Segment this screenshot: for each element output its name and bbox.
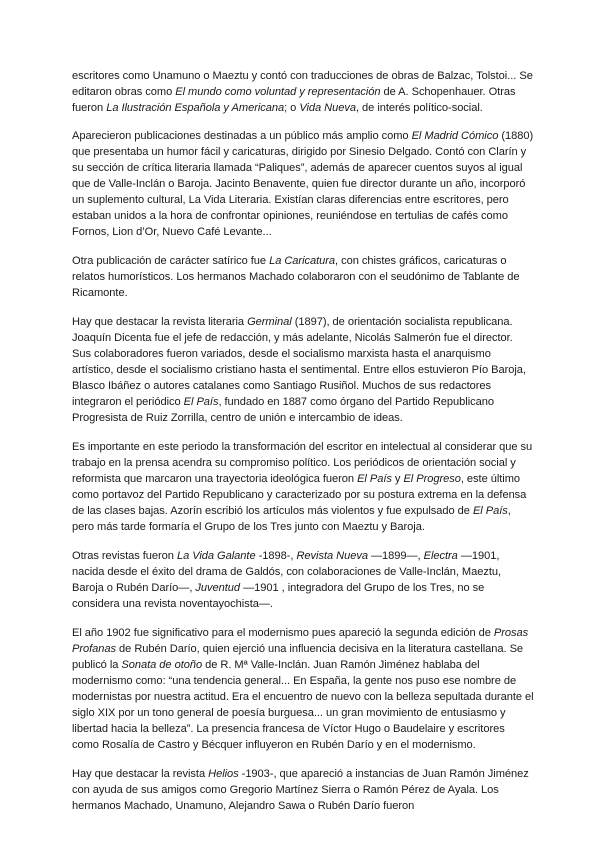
text-run: (1880) que presentaba un humor fácil y caricaturas, dirigido por Sinesio Delgado. Contó con Clarín y su sección de crítica literaria llamada “Paliques”, además de aparecer cuentos suyos al igual que de Valle-Inclán o Baroja. Jacinto Benavente, quien fue director durante un año, incorporó un suplemento cultural, La Vida Literaria. Existían claras diferencias entre escritores, pero estaban unidos a la hora de confrontar opiniones, reuniéndose en tertulias de cafés como Fornos, Lion d’Or, Nuevo Café Levante... [72,130,534,238]
italic-title-run: El Madrid Cómico [411,130,499,142]
paragraph-3 [72,253,534,301]
text-run: -1898-, [255,550,297,562]
italic-title-run: Prosas Profanas [72,627,529,655]
italic-title-run: Revista Nueva [296,550,368,562]
text-run: (1897), de orientación socialista republicana. Joaquín Dicenta fue el jefe de redacción, y más adelante, Nicolás Salmerón fue el director. Sus colaboradores fueron variados, desde el socialismo marxista hasta el anarquismo artístico, desde el socialismo cristiano hasta el sentimental. Entre ellos estuvieron Pío Baroja, Blasco Ibáñez o autores catalanes como Santiago Rusiñol. Muchos de sus redactores integraron el periódico [72,316,526,408]
italic-title-run: El Progreso [403,473,461,485]
text-run: de A. Schopenhauer. Otras fueron [72,86,516,114]
paragraph-2 [72,128,534,240]
italic-title-run: El País [183,396,219,408]
text-run: escritores como Unamuno o Maeztu y contó con traducciones de obras de Balzac, Tolstoi... Se editaron obras como [72,70,533,98]
text-run: —1901, nacida desde el éxito del drama de Galdós, con colaboraciones de Valle-Inclán, Maeztu, Baroja o Rubén Darío—, [72,550,502,594]
italic-title-run: Juventud [195,582,241,594]
italic-title-run: Vida Nueva [299,102,356,114]
text-run: Otras revistas fueron [72,550,177,562]
italic-title-run: Helios [208,768,239,780]
italic-title-run: El País [472,505,508,517]
text-run: , este último como portavoz del Partido Republicano y caracterizado por su postura extrema en la defensa de las clases bajas. Azorín escribió los artículos más violentos y fue expulsado de [72,473,527,517]
paragraph-8 [72,766,534,814]
text-run: —1899—, [367,550,424,562]
text-run: de Rubén Darío, quien ejerció una influencia decisiva en la literatura castellana. Se publicó la [72,643,524,671]
text-run: Es importante en este periodo la transformación del escritor en intelectual al considerar que su trabajo en la prensa acendra su compromiso político. Los periódicos de orientación social y reformista que marcaron una trayectoria ideológica fueron [72,441,533,485]
paragraph-7 [72,625,534,753]
text-run: , fundado en 1887 como órgano del Partido Republicano Progresista de Ruiz Zorrilla, centro de unión e intercambio de ideas. [72,396,494,424]
italic-title-run: La Vida Galante [176,550,256,562]
italic-title-run: Electra [423,550,458,562]
italic-title-run: El mundo como voluntad y representación [175,86,381,98]
text-run: —1901 , integradora del Grupo de los Tres, no se considera una revista noventayochista—. [72,582,485,610]
paragraph-5 [72,439,534,535]
text-run: , de interés político-social. [355,102,483,114]
text-run: El año 1902 fue significativo para el modernismo pues apareció la segunda edición de [72,627,494,639]
text-run: , con chistes gráficos, caricaturas o relatos humorísticos. Los hermanos Machado colaboraron con el seudónimo de Tablante de Ricamonte. [72,255,520,299]
text-run: Aparecieron publicaciones destinadas a un público más amplio como [72,130,412,142]
italic-title-run: La Caricatura [269,255,336,267]
text-run: ; o [284,102,300,114]
text-run: , pero más tarde formaría el Grupo de los Tres junto con Maeztu y Baroja. [72,505,511,533]
paragraph-6 [72,548,534,612]
paragraph-4 [72,314,534,426]
text-run: -1903-, que apareció a instancias de Juan Ramón Jiménez con ayuda de sus amigos como Gregorio Martínez Sierra o Ramón Pérez de Ayala. Los hermanos Machado, Unamuno, Alejandro Sawa o Rubén Darío fueron [72,768,529,812]
paragraph-1 [72,68,534,116]
italic-title-run: Sonata de otoño [121,659,203,671]
text-run: y [391,473,404,485]
text-run: Hay que destacar la revista [72,768,209,780]
italic-title-run: El País [357,473,392,485]
text-run: Otra publicación de carácter satírico fue [72,255,270,267]
text-run: de R. Mª Valle-Inclán. Juan Ramón Jiménez hablaba del modernismo como: “una tendencia general... En España, la gente nos puso ese nombre de modernistas por nuestra actitud. Era el encuentro de nuevo con la belleza sepultada durante el siglo XIX por un tono general de poesía burguesa... un gran movimiento de entusiasmo y libertad hacia la belleza”. La presencia francesa de Víctor Hugo o Baudelaire y escritores como Rosalía de Castro y Bécquer influyeron en Rubén Darío y en el modernismo. [72,659,534,751]
italic-title-run: Germinal [247,316,292,328]
italic-title-run: La Ilustración Española y Americana [106,102,285,114]
text-run: Hay que destacar la revista literaria [72,316,248,328]
